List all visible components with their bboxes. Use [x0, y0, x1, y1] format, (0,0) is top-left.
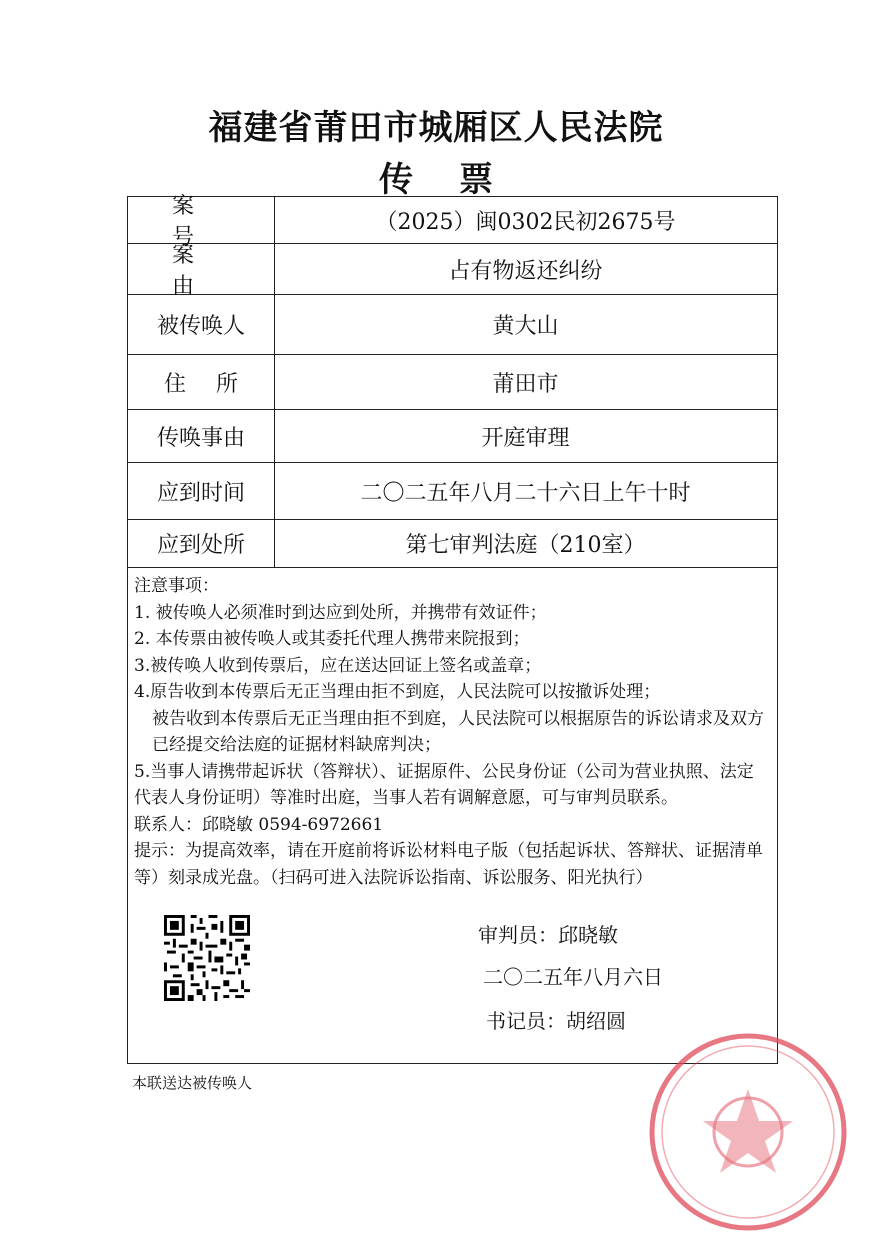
clerk-signature: 书记员：胡绍圆 — [486, 1009, 626, 1033]
case-number-value: （2025）闽0302民初2675号 — [375, 209, 676, 235]
judge-signature: 审判员：邱晓敏 — [478, 923, 618, 947]
note-line: 1. 被传唤人必须准时到达应到处所，并携带有效证件； — [134, 602, 547, 623]
summons-reason-value: 开庭审理 — [481, 425, 570, 451]
cause-value: 占有物返还纠纷 — [448, 258, 603, 284]
tip-line: 等）刻录成光盘。（扫码可进入法院诉讼指南、诉讼服务、阳光执行） — [134, 867, 653, 888]
summoned-person-value: 黄大山 — [492, 314, 559, 339]
row-address — [128, 355, 777, 410]
note-line: 代表人身份证明）等准时出庭，当事人若有调解意愿，可与审判员联系。 — [134, 788, 678, 808]
row-appearance-time — [128, 463, 777, 520]
row-summoned-person — [128, 295, 777, 355]
row-summons-reason — [128, 410, 777, 463]
contact-line: 联系人：邱晓敏 0594-6972661 — [134, 814, 384, 835]
note-line: 4.原告收到本传票后无正当理由拒不到庭，人民法院可以按撤诉处理； — [134, 682, 661, 702]
note-line: 5.当事人请携带起诉状（答辩状）、证据原件、公民身份证（公司为营业执照、法定 — [134, 761, 754, 782]
row-cause — [128, 243, 777, 299]
note-line: 3.被传唤人收到传票后，应在送达回证上签名或盖章； — [134, 655, 542, 676]
notes-section — [134, 573, 771, 891]
summons-reason-label: 传唤事由 — [156, 425, 245, 451]
signature-date: 二〇二五年八月六日 — [483, 965, 663, 989]
qr-code-icon[interactable] — [164, 915, 250, 1001]
case-number-label: 案号 — [172, 194, 239, 250]
address-value: 莆田市 — [492, 371, 559, 397]
footer-note: 本联送达被传唤人 — [132, 1074, 253, 1092]
notes-heading: 注意事项： — [134, 576, 219, 596]
row-case-number — [128, 194, 777, 250]
summoned-person-label: 被传唤人 — [156, 314, 245, 339]
appearance-place-label: 应到处所 — [156, 533, 245, 558]
summons-form — [127, 196, 778, 1064]
tip-line: 提示：为提高效率，请在开庭前将诉讼材料电子版（包括起诉状、答辩状、证据清单 — [134, 841, 763, 861]
note-line: 被告收到本传票后无正当理由拒不到庭，人民法院可以根据原告的诉讼请求及双方 — [152, 708, 764, 729]
row-appearance-place — [128, 520, 777, 568]
court-name: 福建省莆田市城厢区人民法院 — [208, 108, 664, 148]
address-label: 住所 — [163, 371, 268, 397]
appearance-time-value: 二〇二五年八月二十六日上午十时 — [360, 480, 691, 506]
appearance-place-value: 第七审判法庭（210室） — [405, 533, 646, 558]
court-seal-icon — [643, 1027, 853, 1237]
note-line: 已经提交给法庭的证据材料缺席判决； — [152, 735, 441, 755]
note-line: 2. 本传票由被传唤人或其委托代理人携带来院报到； — [134, 629, 530, 649]
cause-label: 案由 — [172, 243, 239, 299]
appearance-time-label: 应到时间 — [156, 480, 245, 506]
document-type: 传票 — [379, 160, 539, 200]
